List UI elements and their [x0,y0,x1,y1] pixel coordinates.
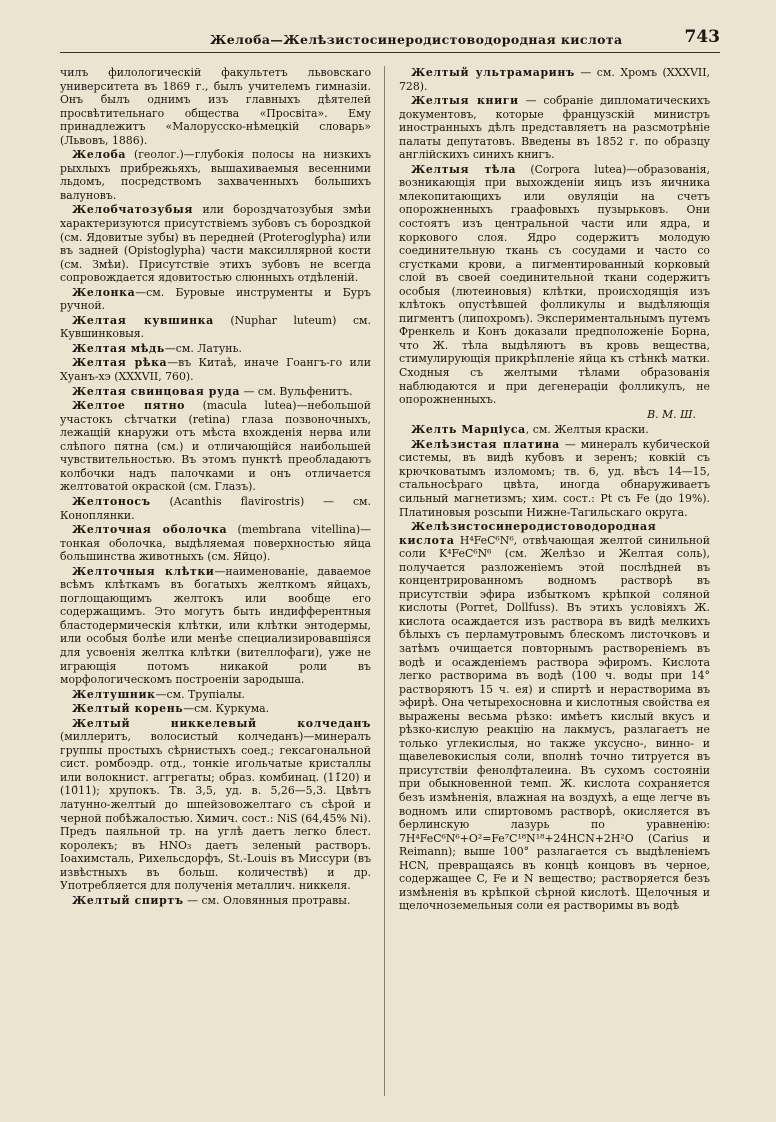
entry-headword: Желтая кувшинка [72,313,214,327]
entry-text: — см. Оловянныя протравы. [183,893,351,907]
author-signature: В. М. Ш. [647,407,696,421]
page-number: 743 [684,27,720,47]
entry-headword: Желобчатозубыя [72,203,194,217]
entry-text: —см. Буровые инструменты и Буръ ручной. [60,285,371,313]
running-title: Желоба—Желѣзистосинеродистоводородная кислота [210,32,623,47]
entry-headword: Желточныя клѣтки [72,564,215,578]
entry-text: (геолог.)—глубокія полосы на низкихъ рыхлыхъ прибрежьяхъ, вышахиваемыя весенними льдомъ, посредствомъ захваченныхъ большихъ валуновъ. [60,148,371,202]
entry-text: (Corpora lutea)—образованія, возникающія при выхожденіи яицъ изъ яичника млекопитающихъ или овуляціи на счетъ опорожненныхъ граафовыхъ пузырьковъ. Они состоятъ изъ центральной части или ядра, и коркового слоя. Ядро содержитъ молодую соединительную ткань съ сосудами и часто со сгустками крови, а пигментированный корковый слой въ своей соединительной ткани содержитъ особыя (лютеиновыя) клѣтки, происходящія изъ клѣтокъ опустѣвшей фолликулы и выдѣляющія пигментъ (липохромъ). Экспериментальнымъ путемъ Френкель и Конъ доказали предположеніе Борна, что Ж. тѣла выдѣляютъ въ кровь вещества, стимулирующія прикрѣпленіе яйца къ стѣнкѣ матки. Сходныя съ желтыми тѣлами образованія наблюдаются и при дегенераціи фолликулъ, не опорожненныхъ. [399,162,710,407]
dictionary-entry [60,66,371,147]
entry-headword: Желтый спиртъ [72,893,184,907]
entry-headword: Желтый никкелевый колчеданъ [72,716,371,730]
entry-text: чилъ филологическій факультетъ львовскаго университета въ 1869 г., былъ учителемъ гимназіи. Онъ былъ однимъ изъ главныхъ дѣятелей просвѣтительнаго общества «Просвіта». Ему принадлежитъ «Малорусско-нѣмецкій словарь» (Львовъ, 1886). [60,66,371,147]
entry-text: (миллеритъ, волосистый колчеданъ)—минералъ группы простыхъ сѣрнистыхъ соед.; гексагональной сист. ромбоэдр. отд., тонкіе игольчатые кристаллы или волокнист. аггрегаты; образ. комбинац. (11̄20) и (10̄11); хрупокъ. Тв. 3,5, уд. в. 5,26—5,3. Цвѣтъ латунно-желтый до шпейзовожелтаго съ сѣрой и черной побѣжалостью. Химич. сост.: NiS (64,45% Ni). Предъ паяльной тр. на углѣ даетъ легко блест. королекъ; въ HNO₃ даетъ зеленый растворъ. Іоахимсталь, Рихельсдорфъ, St.-Louis въ Миссури (въ извѣстныхъ въ больш. количествѣ) и др. Употребляется для полученія металлич. никкеля. [60,730,371,893]
dictionary-entry [60,286,371,313]
entry-headword: Желтое пятно [72,399,186,413]
dictionary-entry [60,314,371,341]
entry-text: —см. Куркума. [183,702,270,716]
entry-text: — см. Вульфенитъ. [240,384,353,398]
dictionary-entry [60,523,371,564]
left-column [60,66,371,908]
dictionary-entry [60,385,371,399]
column-divider [384,66,385,1096]
right-column [399,66,710,914]
entry-headword: Желтый ультрамаринъ [411,66,575,79]
entry-headword: Желѣзистосинеродистоводородная кислота [399,520,657,547]
dictionary-entry [399,520,710,913]
entry-text: —въ Китаѣ, иначе Гоангъ-го или Хуанъ-хэ (XXXVII, 760). [60,356,371,384]
entry-text: —наименованіе, даваемое всѣмъ клѣткамъ въ богатыхъ желткомъ яйцахъ, поглощающимъ желтокъ или вообще его содержащимъ. Это могутъ быть индифферентныя бластодермическія клѣтки, или клѣтки энтодермы, или особыя болѣе или менѣе специализировавшіяся для усвоенія желтка клѣтки (вителлофаги), уже не играющія потомъ никакой роли въ морфологическомъ построеніи зародыша. [60,564,371,687]
dictionary-entry [60,495,371,522]
dictionary-entry [60,399,371,494]
dictionary-entry [60,565,371,687]
dictionary-entry [399,163,710,407]
dictionary-entry [60,342,371,356]
entry-text: —см. Латунь. [164,341,242,355]
entry-headword: Желонка [72,285,136,299]
entry-headword: Желтушник [72,687,156,701]
entry-headword: Желтоносъ [72,494,151,508]
entry-text: (macula lutea)—небольшой участокъ сѣтчатки (retina) глаза позвоночныхъ, лежащій кнаружи отъ мѣста вхожденія нерва или слѣпого пятна (см.) и отличающійся наибольшей чувствительностью. Въ этомъ пунктѣ преобладаютъ колбочки надъ палочками и онъ отличается желтоватой окраской (см. Глазъ). [60,399,371,494]
entry-text: (membrana vitellina)—тонкая оболочка, выдѣляемая поверхностью яйца большинства животныхъ (см. Яйцо). [60,523,371,564]
entry-text: — собраніе дипломатическихъ документовъ, которые французскій министръ иностранныхъ дѣлъ представляетъ на разсмотрѣніе палаты депутатовъ. Введены въ 1852 г. по образцу англійскихъ синихъ книгъ. [399,94,711,162]
entry-text: (Acanthis flavirostris) — см. Коноплянки. [60,494,371,522]
entry-headword: Желтая мѣдь [72,341,165,355]
dictionary-entry [60,688,371,702]
entry-text: (Nuphar luteum) см. Кувшинковыя. [60,313,371,341]
entry-headword: Желтая свинцовая руда [72,384,241,398]
entry-headword: Желѣзистая платина [411,437,560,451]
dictionary-entry [60,203,371,284]
dictionary-entry [60,717,371,893]
dictionary-entry [60,148,371,202]
dictionary-entry [60,356,371,383]
entry-headword: Желоба [72,148,127,162]
entry-text: H⁴FeC⁶N⁶, отвѣчающая желтой синильной соли K⁴FeC⁶N⁶ (см. Желѣзо и Желтая соль), получается разложеніемъ этой послѣдней въ концентрированномъ водномъ растворѣ въ присутствіи эфира избыткомъ крѣпкой соляной кислоты (Porret, Dollfuss). Въ этихъ условіяхъ Ж. кислота осаждается изъ раствора въ видѣ мелкихъ бѣлыхъ съ перламутровымъ блескомъ листочковъ и затѣмъ очищается повторнымъ растворенiемъ въ водѣ и осажденіемъ раствора эфиромъ. Кислота легко растворима въ водѣ (100 ч. воды при 14° растворяютъ 15 ч. ея) и спиртѣ и нерастворима въ эфирѣ. Она четырехосновна и кислотныя свойства ея выражены весьма рѣзко: имѣетъ кислый вкусъ и рѣзко-кислую реакцію на лакмусъ, разлагаетъ не только углекислыя, но также уксусно-, винно- и щавелевокислыя соли, вполнѣ точно титруется въ присутствіи фенолфталеина. Въ сухомъ состояніи при обыкновенной темп. Ж. кислота сохраняется безъ измѣненія, влажная на воздухѣ, а еще легче въ водномъ или спиртовомъ растворѣ, окисляется въ берлинскую лазурь по уравненію: 7H⁴FeC⁶N⁶+O²=Fe⁷C¹⁸N¹⁸+24HCN+2H²O (Carius и Reimann); выше 100° разлагается съ выдѣленіемъ HCN, превращаясь въ концѣ концовъ въ черное, содержащее C, Fe и N вещество; растворяется безъ измѣненія въ крѣпкой сѣрной кислотѣ. Щелочныя и щелочноземельныя соли ея растворимы въ водѣ [399,533,710,913]
dictionary-entry [60,702,371,716]
entry-headword: Желтыя книги [411,94,519,108]
entry-headword: Желточная оболочка [72,523,228,537]
dictionary-entry [60,894,371,908]
entry-headword: Желтый корень [72,702,184,716]
entry-text: —см. Трупіалы. [155,687,245,701]
entry-headword: Желтыя тѣла [411,162,517,176]
dictionary-entry [399,423,710,437]
dictionary-entry [399,94,710,162]
page-header [60,27,720,53]
entry-text: — см. Хромъ (XXXVII, 728). [399,66,710,93]
entry-text: — минералъ кубической системы, въ видѣ кубовъ и зеренъ; ковкій съ крючковатымъ изломомъ; тв. 6, уд. вѣсъ 14—15, стальносѣраго цвѣта, иногда обнаруживаетъ сильный магнетизмъ; хим. сост.: Pt съ Fe (до 19%). Платиновыя розсыпи Нижне-Тагильскаго округа. [399,437,711,519]
entry-text: или бороздчатозубыя змѣи характеризуются присутствіемъ зубовъ съ бороздкой (см. Ядовитые зубы) въ передней (Proteroglypha) или въ задней (Opistoglypha) части максиллярной кости (см. Змѣи). Присутствіе этихъ зубовъ не всегда сопровождается ядовитостью слюнныхъ отдѣленій. [60,203,371,285]
dictionary-entry [399,438,710,519]
entry-text: , см. Желтыя краски. [525,423,649,437]
entry-headword: Желтая рѣка [72,356,168,370]
entry-headword: Желть Марціуса [411,423,526,437]
dictionary-entry [399,66,710,93]
